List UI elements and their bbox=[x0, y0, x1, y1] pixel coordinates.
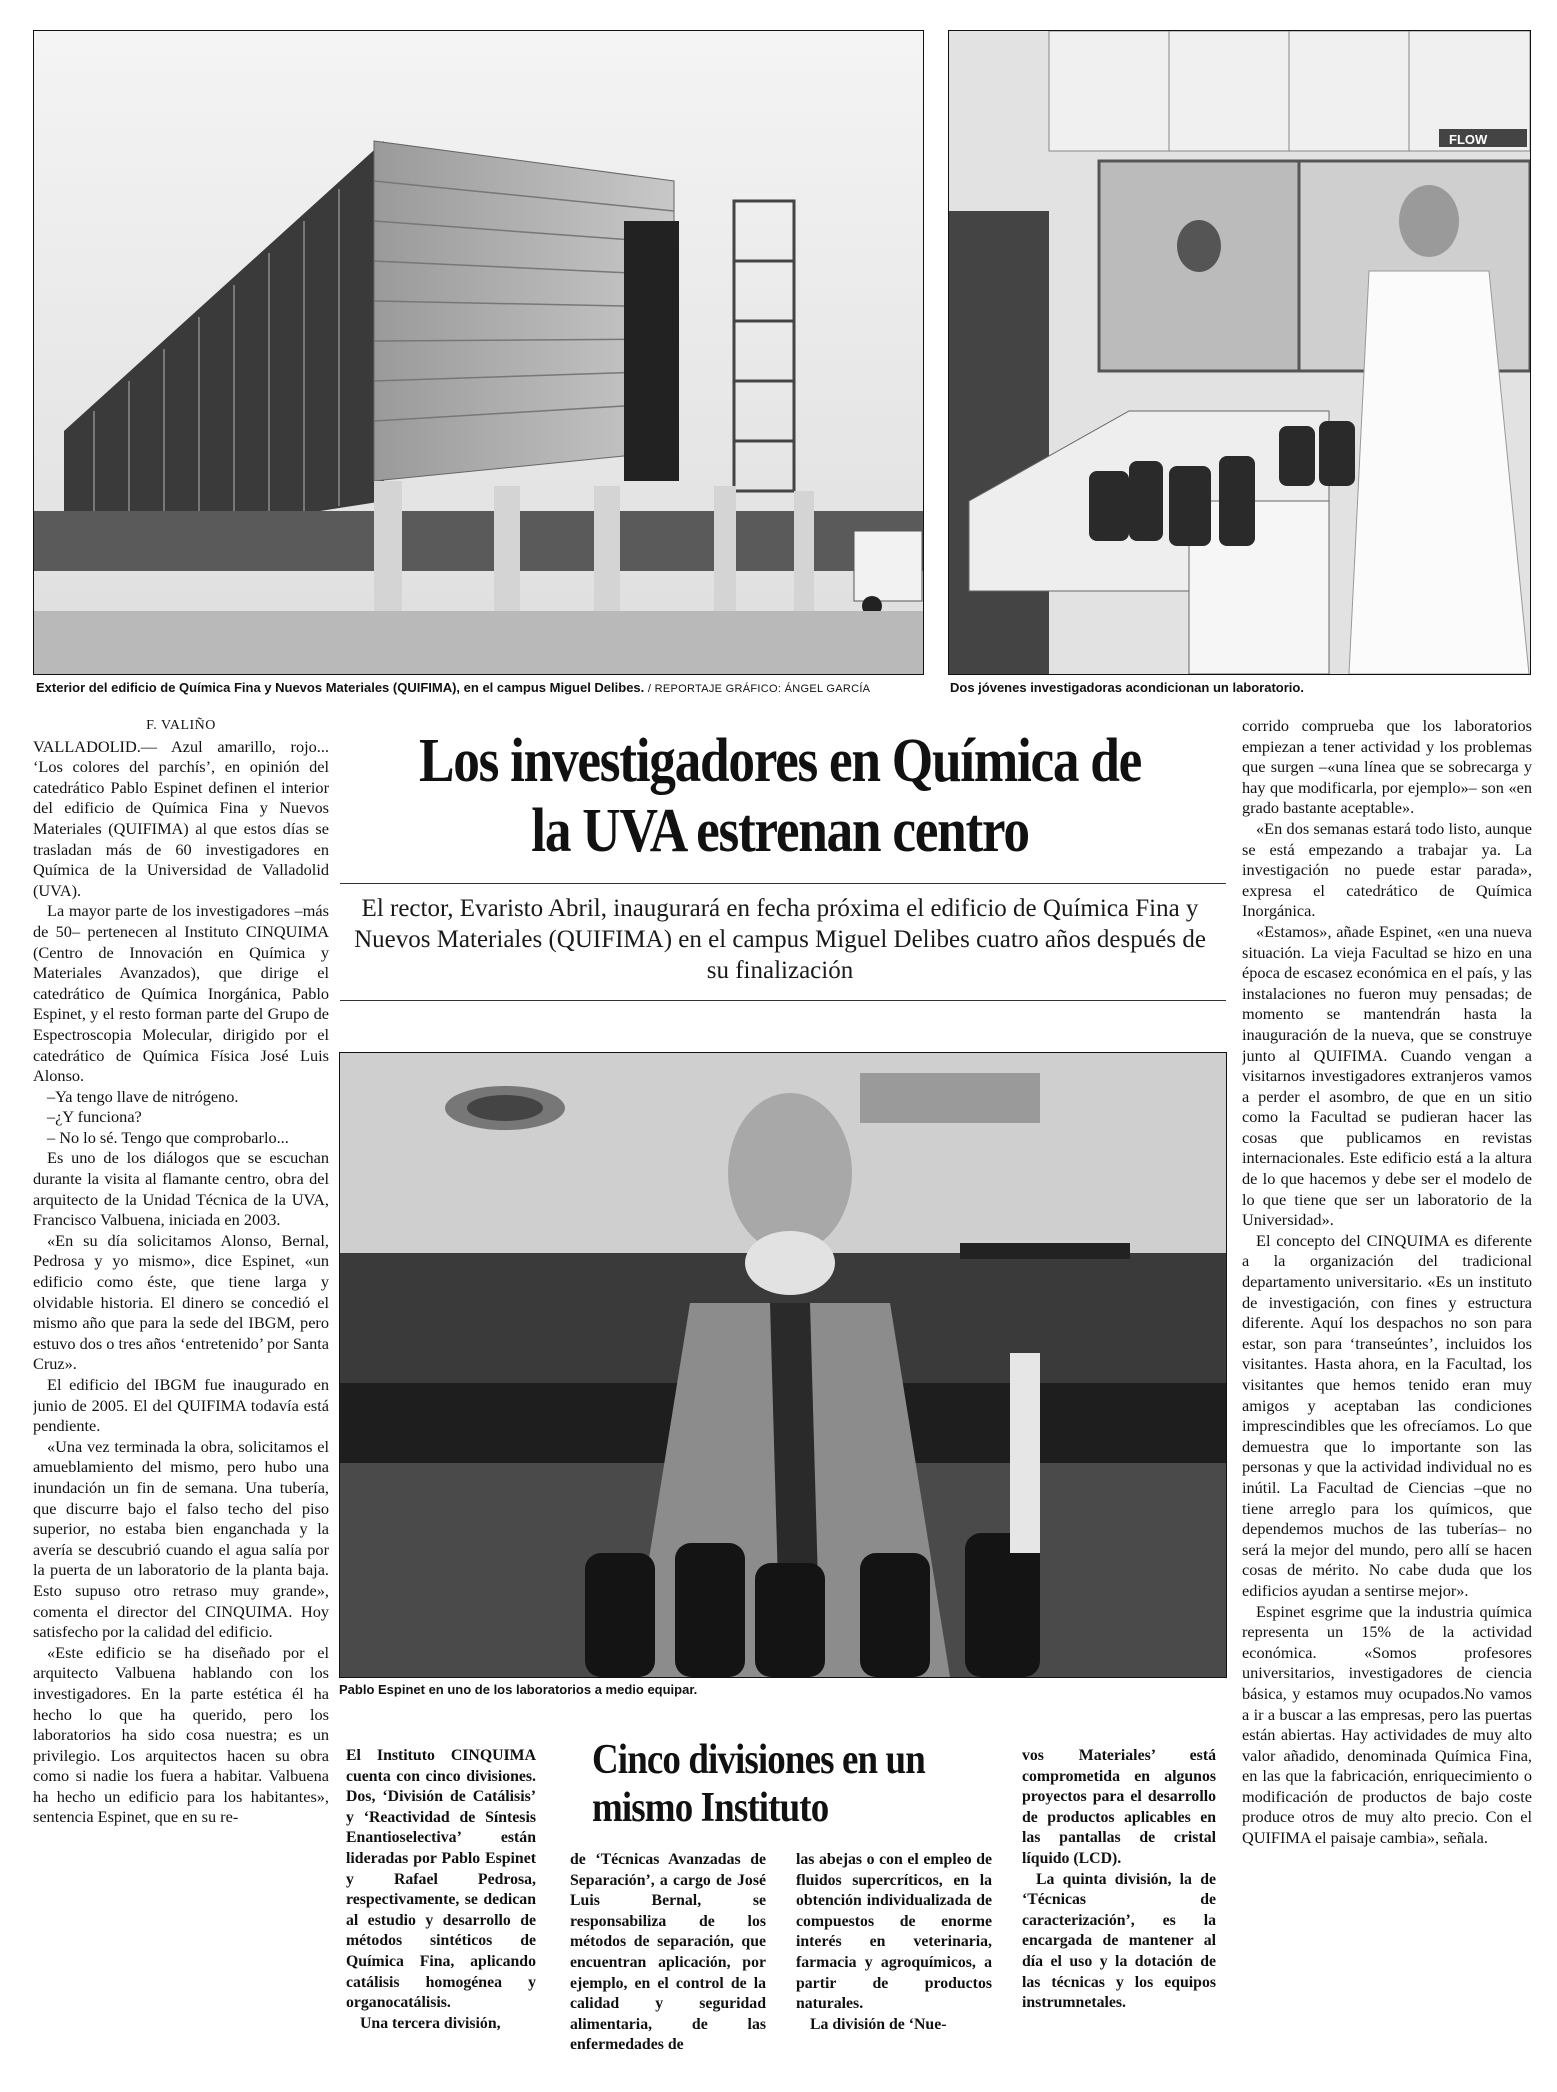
subheadline-rule bbox=[340, 1000, 1226, 1001]
article-column-1 bbox=[33, 716, 329, 2086]
sidebar-paragraph: de ‘Técnicas Avanzadas de Separación’, a cargo de José Luis Bernal, se responsabiliza de los métodos de separación, que encuentran aplicación, por ejemplo, en el control de la calidad y seguridad alimentaria, de las enfermedades de bbox=[570, 1851, 766, 2054]
lab-photo-caption bbox=[950, 680, 1304, 696]
sidebar-column-d bbox=[1022, 1746, 1216, 2086]
article-paragraph: –¿Y funciona? bbox=[47, 1107, 142, 1127]
portrait-illustration bbox=[340, 1053, 1226, 1677]
photo-credit: / REPORTAJE GRÁFICO: ÁNGEL GARCÍA bbox=[647, 683, 871, 695]
portrait-photo-caption bbox=[339, 1682, 697, 1698]
headline: Los investigadores en Química de la UVA estrenan centro bbox=[418, 727, 1142, 865]
article-paragraph: La mayor parte de los investigadores –más de 50– pertenecen al Instituto CINQUIMA (Centro de Innovación en Química y Materiales Avanzados), que dirige el catedrático de Química Inorgánica, Pablo Espinet, y el resto forman parte del Grupo de Espectroscopia Molecular, dirigido por el catedrático de Química Física José Luis Alonso. bbox=[33, 901, 329, 1086]
sidebar-paragraph: La división de ‘Nue- bbox=[810, 2015, 947, 2033]
article-paragraph: Espinet esgrime que la industria química representa un 15% de la actividad económica. «Somos profesores universitarios, investigadores de ciencia básica, y estamos muy ocupados.No vamos a ir a buscar a las empresas, pero las puertas están abiertas. Hay actividades de muy alto valor añadido, denominada Química Fina, en las que la fabricación, enriquecimiento o modificación de productos de bajo coste produce otros de muy alto precio. Con el QUIFIMA el paisaje cambia», señala. bbox=[1242, 1601, 1532, 1848]
article-paragraph: «En dos semanas estará todo listo, aunque se está empezando a trabajar ya. La investigación no puede estar parada», expresa el catedrático de Química Inorgánica. bbox=[1242, 818, 1532, 921]
sidebar-column-a bbox=[346, 1746, 536, 2086]
article-paragraph: «En su día solicitamos Alonso, Bernal, Pedrosa y yo mismo», dice Espinet, «un edificio como éste, que tiene larga y olvidable historia. El dinero se concedió el mismo año que para la sede del IBGM, pero estuvo dos o tres años ‘entretenido’ por Santa Cruz». bbox=[33, 1230, 329, 1374]
article-paragraph: corrido comprueba que los laboratorios empiezan a tener actividad y los problemas que surgen –«una línea que se sobrecarga y hay que modificarla, por ejemplo»– son «en grado bastante aceptable». bbox=[1242, 716, 1532, 818]
headline-rule bbox=[340, 883, 1226, 884]
lab-caption-text: Dos jóvenes investigadoras acondicionan un laboratorio. bbox=[950, 680, 1304, 695]
building-illustration bbox=[34, 31, 923, 674]
sidebar-paragraph: Una tercera división, bbox=[360, 2014, 501, 2032]
article-paragraph: El concepto del CINQUIMA es diferente a la organización del tradicional departamento universitario. «Es un instituto de investigación, con fines y estructura diferente. Aquí los despachos no son para estar, son para ‘transeúntes’, incluidos los visitantes. Hasta ahora, en la Facultad, los visitantes que hemos tenido eran muy amigos y aceptaban las condiciones imprescindibles que les ofrecíamos. Lo que demuestra que lo importante son las personas y que la actividad individual no es inútil. La Facultad de Ciencias –que no tiene arreglo para los químicos, que dependemos muchos de las tuberías– no será la mejor del mundo, pero allí se hacen cosas de mérito. No cabe duda que los edificios ayudan a sentirse mejor». bbox=[1242, 1230, 1532, 1600]
building-caption-text: Exterior del edificio de Química Fina y Nuevos Materiales (QUIFIMA), en el campus Miguel Delibes. bbox=[36, 680, 645, 695]
article-paragraph: – No lo sé. Tengo que comprobarlo... bbox=[47, 1127, 289, 1147]
article-paragraph: «Este edificio se ha diseñado por el arquitecto Valbuena hablando con los investigadores. En la parte estética él ha hecho lo que ha querido, pero los laboratorios ha sido cosa nuestra; es un privilegio. Los arquitectos hacen su obra como si nadie los fuera a habitar. Valbuena ha hecho un edificio para los habitantes», sentencia Espinet, que en su re- bbox=[33, 1642, 329, 1827]
sidebar-headline: Cinco divisiones en un mismo Instituto bbox=[592, 1737, 925, 1831]
subheadline: El rector, Evaristo Abril, inaugurará en fecha próxima el edificio de Química Fina y Nuevos Materiales (QUIFIMA) en el campus Miguel Delibes cuatro años después de su finalización bbox=[354, 895, 1206, 984]
article-paragraph: «Estamos», añade Espinet, «en una nueva situación. La vieja Facultad se hizo en una época de escasez económica en el país, y las instalaciones no fueron muy pensadas; de momento se mantendrán hasta la inauguración de la nueva, que se construye junto al QUIFIMA. Cuando vengan a visitarnos investigadores extranjeros vamos a perder el asombro, de que en un sitio como la Facultad se pudieran hacer las cosas que publicamos en revistas internacionales. Este edificio está a la altura de lo que hacemos y debe ser el modelo de lo que tiene que ser un laboratorio de la Universidad». bbox=[1242, 921, 1532, 1230]
article-column-4 bbox=[1242, 716, 1532, 2086]
portrait-caption-text: Pablo Espinet en uno de los laboratorios a medio equipar. bbox=[339, 1682, 698, 1697]
lab-photo bbox=[948, 30, 1531, 675]
article-paragraph: Es uno de los diálogos que se escuchan durante la visita al flamante centro, obra del arquitecto de la Unidad Técnica de la UVA, Francisco Valbuena, iniciada en 2003. bbox=[33, 1148, 329, 1230]
building-photo bbox=[33, 30, 924, 675]
sidebar-paragraph: El Instituto CINQUIMA cuenta con cinco divisiones. Dos, ‘División de Catálisis’ y ‘Reactividad de Síntesis Enantioselectiva’ están lideradas por Pablo Espinet y Rafael Pedrosa, respectivamente, se dedican al estudio y desarrollo de métodos sintéticos de Química Fina, aplicando catálisis homogénea y organocatálisis. bbox=[346, 1747, 536, 2012]
sidebar-column-c bbox=[796, 1850, 992, 2086]
article-paragraph: «Una vez terminada la obra, solicitamos el amueblamiento del mismo, pero hubo una inundación un fin de semana. Una tubería, que discurre bajo el falso techo del piso superior, no estaba bien enganchada y la avería se descubrió cuando el agua salía por la puerta de un laboratorio de la planta baja. Esto supuso otro retraso muy grande», comenta el director del CINQUIMA. Hoy satisfecho por la calidad del edificio. bbox=[33, 1436, 329, 1642]
lab-illustration bbox=[949, 31, 1530, 674]
article-paragraph: El edificio del IBGM fue inaugurado en junio de 2005. El del QUIFIMA todavía está pendiente. bbox=[33, 1375, 329, 1436]
sidebar-paragraph: La quinta división, la de ‘Técnicas de caracterización’, es la encargada de mantener al día el uso y la dotación de las técnicas y los equipos instrumnetales. bbox=[1022, 1870, 1216, 2012]
article-paragraph: –Ya tengo llave de nitrógeno. bbox=[47, 1086, 239, 1106]
sidebar-column-b bbox=[570, 1850, 766, 2086]
building-photo-caption bbox=[36, 680, 870, 697]
byline: F. VALIÑO bbox=[146, 718, 216, 733]
sidebar-paragraph: vos Materiales’ está comprometida en algunos proyectos para el desarrollo de productos aplicables en las pantallas de cristal líquido (LCD). bbox=[1022, 1747, 1216, 1867]
portrait-photo bbox=[339, 1052, 1227, 1678]
hood-brand-label: FLOW bbox=[1449, 132, 1488, 147]
sidebar-paragraph: las abejas o con el empleo de fluidos supercríticos, en la obtención individualizada de compuestos de enorme interés en veterinaria, farmacia y agroquímicos, a partir de productos naturales. bbox=[796, 1851, 992, 2013]
article-paragraph: VALLADOLID.— Azul amarillo, rojo... ‘Los colores del parchís’, en opinión del catedrático Pablo Espinet definen el interior del edificio de Química Fina y Nuevos Materiales (QUIFIMA) al que estos días se trasladan más de 60 investigadores en Química de la Universidad de Valladolid (UVA). bbox=[33, 736, 329, 900]
